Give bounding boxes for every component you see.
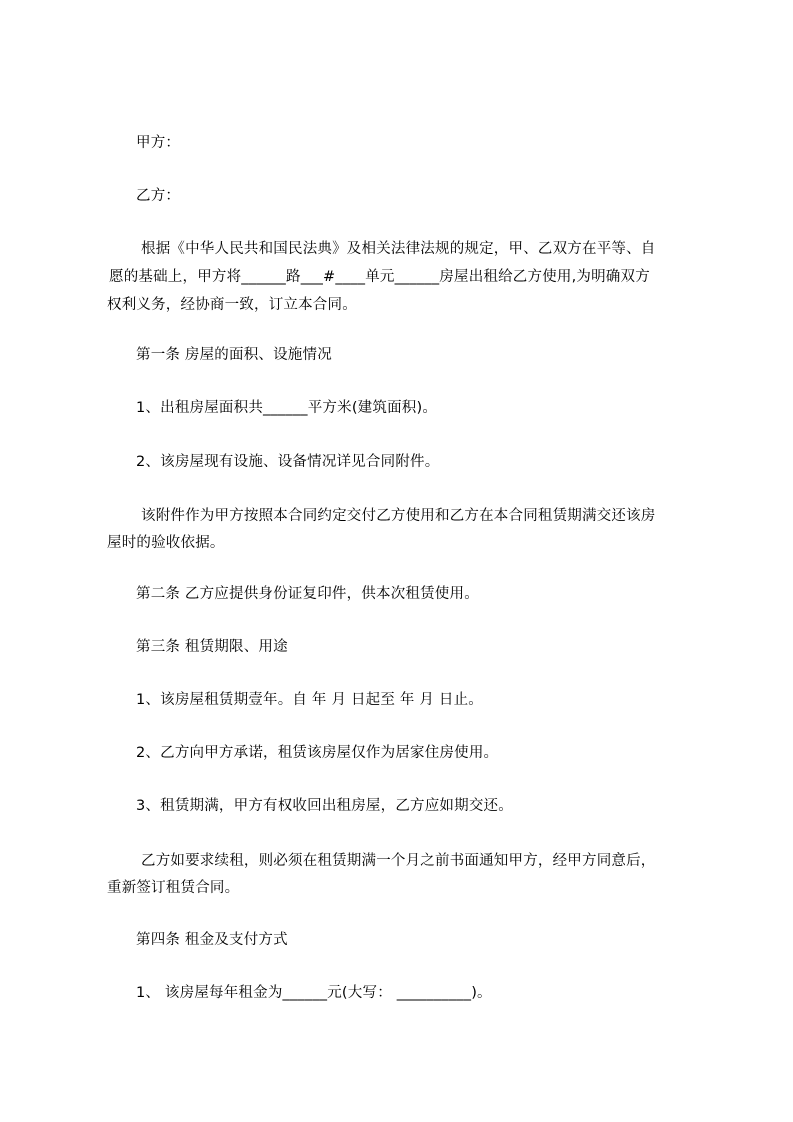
article-3-item-1: 1、该房屋租赁期壹年。自 年 月 日起至 年 月 日止。 <box>136 692 483 708</box>
article-1-note-line-1: 该附件作为甲方按照本合同约定交付乙方使用和乙方在本合同租赁期满交还该房 <box>141 508 656 524</box>
article-4-item-1: 1、 该房屋每年租金为______元(大写： __________)。 <box>136 985 492 1001</box>
article-3-item-3: 3、租赁期满，甲方有权收回出租房屋，乙方应如期交还。 <box>136 798 513 814</box>
article-3-note-line-2: 重新签订租赁合同。 <box>107 880 240 896</box>
article-1-item-2: 2、该房屋现有设施、设备情况详见合同附件。 <box>136 454 440 470</box>
party-a-label: 甲方： <box>136 135 181 151</box>
intro-line-3: 权利义务，经协商一致，订立本合同。 <box>107 297 357 313</box>
intro-line-2: 愿的基础上，甲方将______路___#____单元______房屋出租给乙方使用,为明确双方 <box>109 269 650 285</box>
article-3-item-2: 2、乙方向甲方承诺，租赁该房屋仅作为居家住房使用。 <box>136 745 499 761</box>
article-3-note-line-1: 乙方如要求续租，则必须在租赁期满一个月之前书面通知甲方，经甲方同意后， <box>141 853 656 869</box>
article-1-heading: 第一条 房屋的面积、设施情况 <box>136 347 332 363</box>
article-2-heading: 第二条 乙方应提供身份证复印件，供本次租赁使用。 <box>136 586 479 602</box>
article-4-heading: 第四条 租金及支付方式 <box>136 932 288 948</box>
intro-line-1: 根据《中华人民共和国民法典》及相关法律法规的规定，甲、乙双方在平等、自 <box>141 241 656 257</box>
article-3-heading: 第三条 租赁期限、用途 <box>136 639 288 655</box>
party-b-label: 乙方： <box>136 188 181 204</box>
article-1-item-1: 1、出租房屋面积共______平方米(建筑面积)。 <box>136 400 438 416</box>
article-1-note-line-2: 屋时的验收依据。 <box>107 535 225 551</box>
